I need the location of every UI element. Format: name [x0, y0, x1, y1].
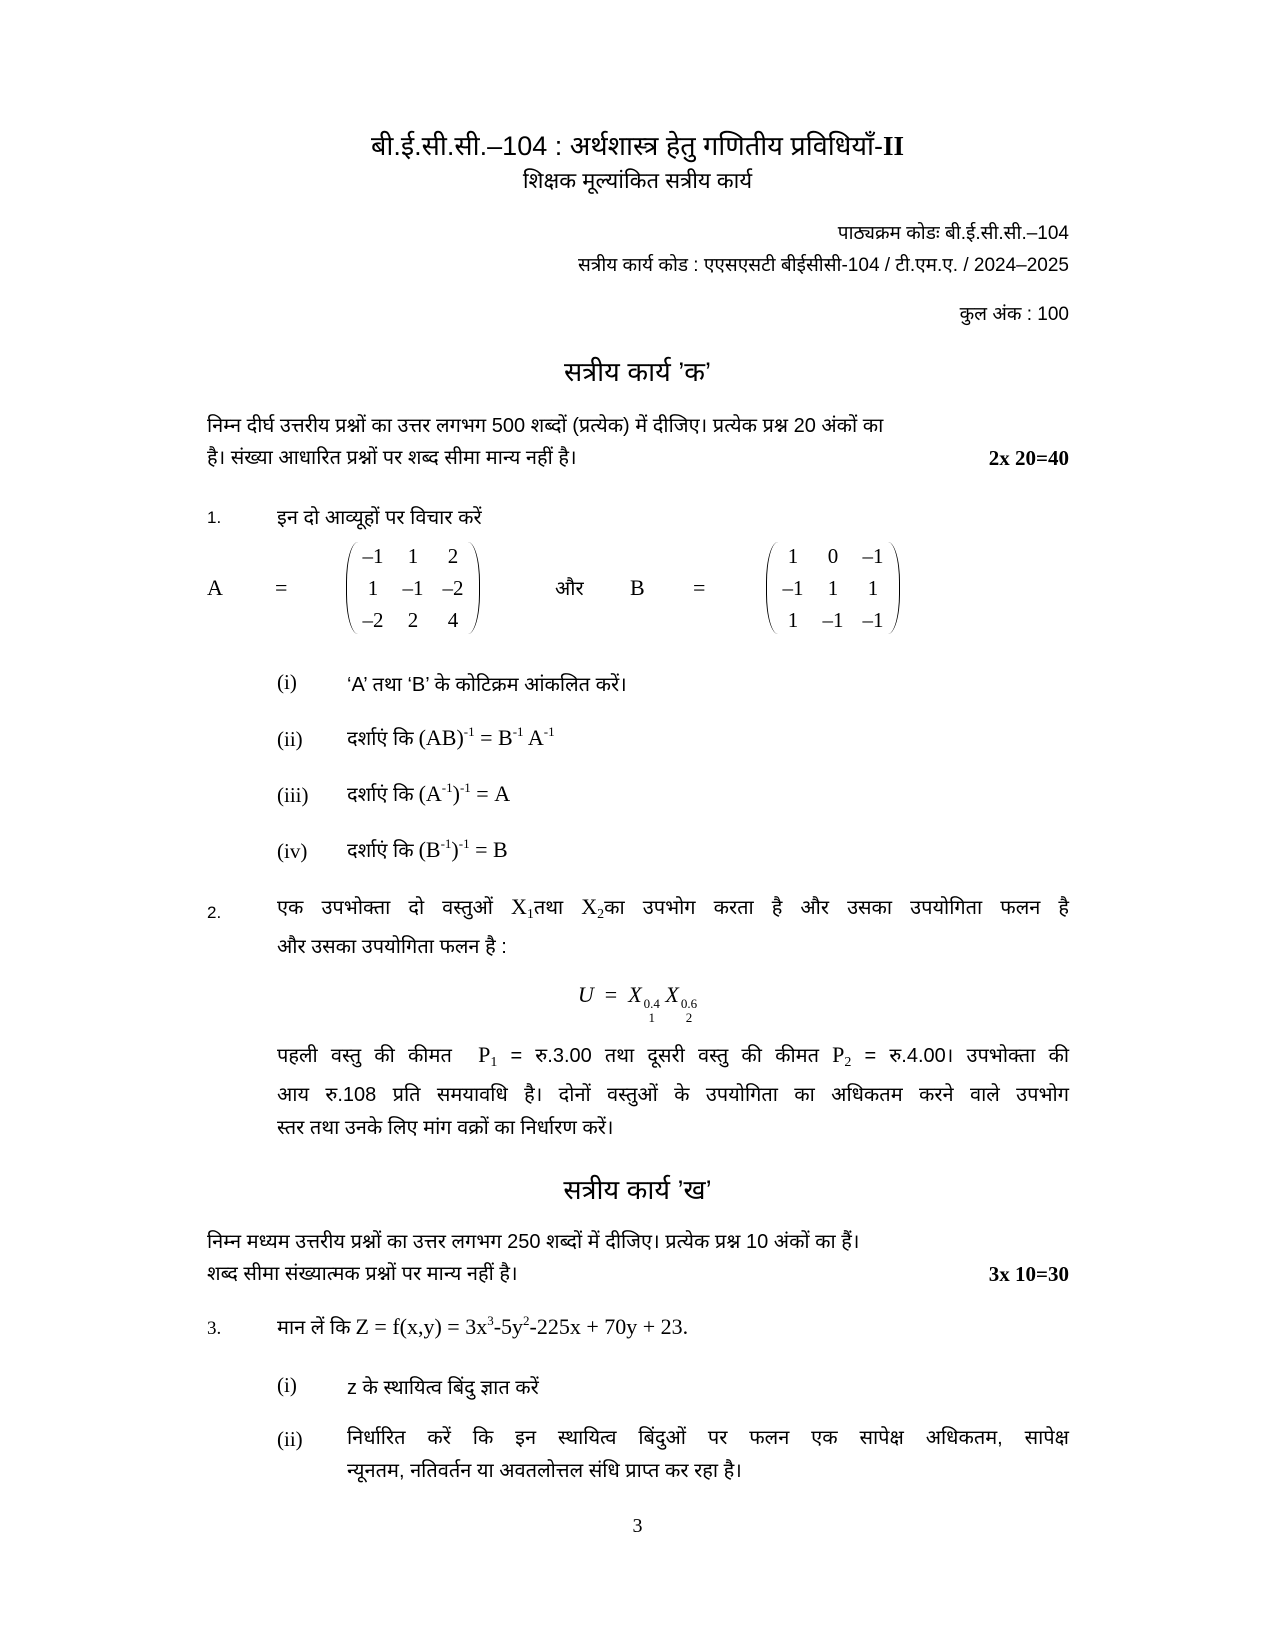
matrix-b-label: B [630, 575, 645, 600]
max-marks: कुल अंक : 100 [959, 304, 1069, 325]
prefix: दर्शाएं कि [347, 840, 414, 862]
formula-eq: = [604, 982, 618, 1007]
section-a-instructions [207, 410, 1069, 474]
q2-text-a: एक उपभोक्ता दो वस्तुओं [277, 897, 493, 919]
q3-part-i-text: z के स्थायित्व बिंदु ज्ञात करें [347, 1377, 539, 1399]
matrix-cell: 1 [867, 576, 879, 600]
course-code: पाठ्यक्रम कोडः बी.ई.सी.सी.–104 [837, 223, 1069, 244]
matrix-b [766, 542, 900, 634]
matrix-cell: –1 [782, 576, 804, 600]
q1-number: 1. [207, 508, 222, 527]
q2-text [277, 890, 1069, 964]
matrix-a-label: A [207, 575, 223, 600]
equals-sign: = [693, 575, 706, 600]
document-subtitle: शिक्षक मूल्यांकित सत्रीय कार्य [522, 168, 753, 193]
q1-part-iv-text [347, 836, 508, 863]
q1-part-iv-number: (iv) [277, 839, 308, 863]
matrix-a [346, 542, 480, 634]
matrix-cell: 1 [367, 576, 379, 600]
conjunction: और [555, 578, 584, 600]
instructions-line-1: निम्न दीर्घ उत्तरीय प्रश्नों का उत्तर लगभग 500 शब्दों (प्रत्येक) में दीजिए। प्रत्येक प्रश्न 20 अंकों का [207, 415, 884, 437]
matrix-cell: 1 [787, 608, 799, 632]
para-line-3: स्तर तथा उनके लिए मांग वक्रों का निर्धारण करें। [277, 1117, 614, 1139]
matrix-cell: –1 [362, 544, 384, 568]
q2-tatha: तथा [533, 897, 564, 919]
formula [577, 982, 698, 1025]
subscript: 2 [844, 1055, 852, 1070]
q3-part-i-number: (i) [277, 1373, 297, 1397]
q1-part-ii-number: (ii) [277, 727, 303, 751]
section-b-marks: 3x 10=30 [988, 1262, 1069, 1286]
section-a-marks: 2x 20=40 [988, 446, 1069, 470]
instructions-line-2: शब्द सीमा संख्यात्मक प्रश्नों पर मान्य नहीं है। [207, 1263, 518, 1285]
para-text: पहली वस्तु की कीमत [277, 1045, 452, 1067]
section-b-instructions [207, 1226, 1069, 1290]
page-number: 3 [632, 1515, 643, 1537]
var-x: X [510, 894, 527, 919]
price-2: = रु.4.00। उपभोक्ता की [864, 1045, 1070, 1067]
prefix: दर्शाएं कि [347, 728, 414, 750]
assignment-code: सत्रीय कार्य कोड : एएसएसटी बीईसीसी-104 / टी.एम.ए. / 2024–2025 [577, 255, 1069, 276]
matrix-cell: –2 [442, 576, 464, 600]
matrix-cell: –1 [402, 576, 424, 600]
subscript: 1 [526, 907, 534, 922]
var-x: X [628, 982, 642, 1007]
q1-part-i-number: (i) [277, 670, 297, 694]
exponent: 0.6 [680, 996, 698, 1011]
math-expression: $(B^{-1})^{-1} = B$ [418, 836, 508, 862]
q1-part-ii-text [347, 724, 555, 751]
subscript: 1 [648, 1010, 656, 1025]
q2-text-b: का उपभोग करता है और उसका उपयोगिता फलन है [604, 897, 1070, 919]
matrix-cell: –1 [862, 608, 884, 632]
utility-formula [0, 982, 1275, 1025]
document-title [0, 126, 1275, 163]
para-line-2: आय रु.108 प्रति समयावधि है। दोनों वस्तुओं के उपयोगिता का अधिकतम करने वाले उपभोग [277, 1084, 1069, 1106]
matrix-cell: –1 [822, 608, 844, 632]
matrix-cell: 1 [407, 544, 419, 568]
matrix-cell: 1 [827, 576, 839, 600]
prefix: दर्शाएं कि [347, 784, 414, 806]
instructions-line-2: है। संख्या आधारित प्रश्नों पर शब्द सीमा मान्य नहीं है। [207, 447, 577, 469]
exponent: 2 [523, 1313, 530, 1328]
matrix-cell: 2 [407, 608, 419, 632]
subscript: 1 [490, 1055, 498, 1070]
q3-number: 3. [207, 1318, 222, 1339]
expr-part: -225x + 70y + 23. [529, 1314, 689, 1339]
math-expression: $(AB)^{-1} = B^{-1}$ $A^{-1}$ [418, 724, 555, 750]
function-expression [355, 1314, 688, 1339]
q2-paragraph [277, 1038, 1069, 1145]
formula-lhs: U [577, 982, 594, 1007]
subscript: 2 [685, 1010, 693, 1025]
q2-number: 2. [207, 903, 222, 922]
line-1: निर्धारित करें कि इन स्थायित्व बिंदुओं पर फलन एक सापेक्ष अधिकतम, सापेक्ष [347, 1427, 1069, 1449]
var-p: P [478, 1042, 491, 1067]
q3-text [277, 1313, 688, 1340]
q3-part-ii-number: (ii) [277, 1427, 303, 1451]
expr-part: Z = f(x,y) = 3x [355, 1314, 488, 1339]
title-roman: II [882, 131, 904, 161]
prefix: मान लें कि [277, 1317, 351, 1339]
subscript: 2 [597, 907, 605, 922]
q1-part-iii-number: (iii) [277, 783, 309, 807]
q2-line-2: और उसका उपयोगिता फलन है : [277, 936, 507, 958]
q3-part-ii-text [347, 1422, 1069, 1488]
var-x: X [665, 982, 679, 1007]
q1-part-i-text: ‘A’ तथा ‘B’ के कोटिक्रम आंकलित करें। [347, 674, 627, 696]
var-p: P [832, 1042, 845, 1067]
matrix-cell: 2 [447, 544, 459, 568]
q1-text: इन दो आव्यूहों पर विचार करें [277, 507, 482, 529]
expr-part: -5y [493, 1314, 524, 1339]
matrix-cell: –2 [362, 608, 384, 632]
section-a-heading: सत्रीय कार्य ’क’ [564, 357, 711, 387]
equals-sign: = [275, 575, 288, 600]
matrix-cell: 4 [447, 608, 459, 632]
q1-part-iii-text [347, 780, 510, 807]
title-text: बी.ई.सी.सी.–104 : अर्थशास्त्र हेतु गणितीय प्रविधियाँ- [371, 131, 883, 161]
exponent: 0.4 [643, 996, 660, 1011]
line-2: न्यूनतम, नतिवर्तन या अवतलोत्तल संधि प्राप्त कर रहा है। [347, 1460, 742, 1482]
matrix-cell: –1 [862, 544, 884, 568]
math-expression: $(A^{-1})^{-1} = A$ [418, 780, 511, 806]
section-b-heading: सत्रीय कार्य ’ख’ [563, 1175, 712, 1205]
var-x: X [581, 894, 598, 919]
instructions-line-1: निम्न मध्यम उत्तरीय प्रश्नों का उत्तर लगभग 250 शब्दों में दीजिए। प्रत्येक प्रश्न 10 अंकों का हैं। [207, 1231, 860, 1253]
matrix-cell: 0 [827, 544, 839, 568]
matrix-cell: 1 [787, 544, 799, 568]
price-1: = रु.3.00 तथा दूसरी वस्तु की कीमत [510, 1045, 819, 1067]
exponent: 3 [487, 1313, 494, 1328]
